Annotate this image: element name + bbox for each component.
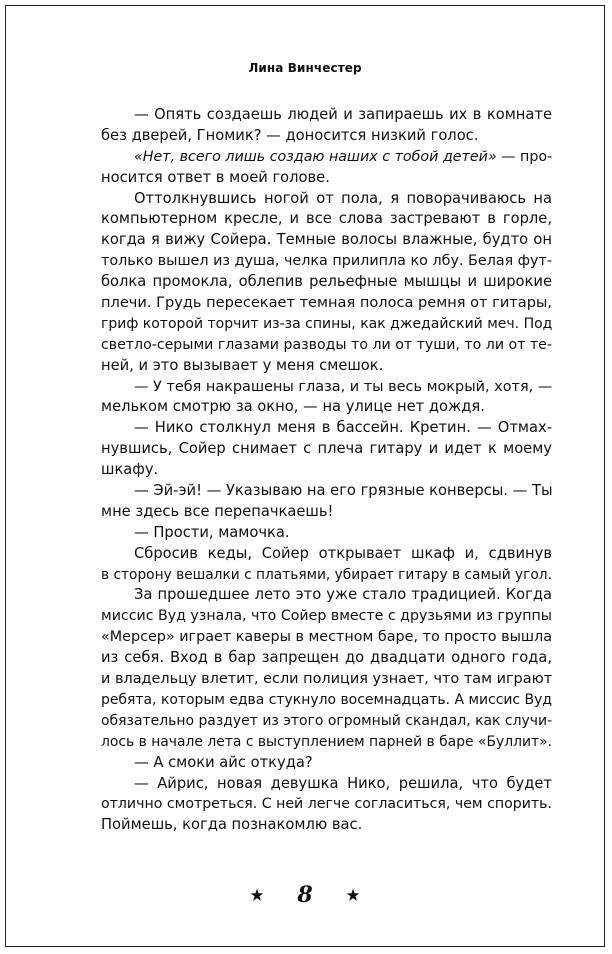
text-line: обязательно раздует из этого огромный скандал, как случи- <box>101 712 553 729</box>
text-line: Оттолкнувшись ногой от пола, я поворачиваюсь на <box>134 189 552 207</box>
text-line: миссис Вуд узнала, что Сойер вместе с друзьями из группы <box>101 608 552 625</box>
text-line: в сторону вешалки с платьями, убирает гитару в самый угол. <box>101 566 552 583</box>
italic-thought: «Нет, всего лишь создаю наших с тобой детей» <box>134 148 497 165</box>
text-line: болка промокла, облепив рельефные мышцы и широкие <box>101 273 552 291</box>
text-line: из себя. Вход в бар запрещен до двадцати одного года, <box>101 649 552 667</box>
text-line: шкафу. <box>101 461 159 479</box>
text-line: компьютерном кресле, и все слова застревают в горле, <box>101 210 552 228</box>
text-line: — Прости, мамочка. <box>134 523 290 541</box>
text-line: только вышел из душа, челка прилипла ко лбу. Белая фут- <box>101 253 553 270</box>
text-line: плечи. Грудь пересекает темная полоса ремня от гитары, <box>101 294 553 312</box>
text-line: когда я вижу Сойера. Темные волосы влажные, будто он <box>101 231 552 249</box>
text-line: лось в начале лета с выступлением парней в баре «Буллит». <box>101 733 553 750</box>
text-line: ребята, которым едва стукнуло восемнадцать. А миссис Вуд <box>101 691 552 708</box>
star-right-icon <box>346 888 360 902</box>
text-line: — А смоки айс откуда? <box>134 753 313 771</box>
text-line: — Эй-эй! — Указываю на его грязные конверсы. — Ты <box>134 482 553 500</box>
body-text <box>101 105 552 836</box>
text-line: — Опять создаешь людей и запираешь их в комнате <box>134 106 552 123</box>
text-line: — Айрис, новая девушка Нико, решила, что будет <box>134 774 552 792</box>
text-line: мельком смотрю за окно, — на улице нет дождя. <box>101 398 485 416</box>
text-line: без дверей, Гномик? — доносится низкий голос. <box>101 126 479 144</box>
text-line: «Нет, всего лишь создаю наших с тобой детей» — про- <box>134 148 553 165</box>
text-line: светло-серыми глазами разводы то ли от туши, то ли от те- <box>101 336 552 353</box>
text-line: Поймешь, когда познакомлю вас. <box>101 816 363 834</box>
text-line: носится ответ в моей голове. <box>101 168 330 186</box>
text-line: — У тебя накрашены глаза, и ты весь мокрый, хотя, — <box>134 378 553 395</box>
text-line: ней, и это вызывает у меня смешок. <box>101 356 384 374</box>
text-line: За прошедшее лето это уже стало традицией. Когда <box>134 586 552 604</box>
star-left-icon <box>250 888 264 902</box>
text-line: — Нико столкнул меня в бассейн. Кретин. — Отмах- <box>134 419 552 437</box>
book-page <box>5 5 605 947</box>
running-header-author: Лина Винчестер <box>248 61 362 75</box>
text-line: «Мерсер» играет каверы в местном баре, то просто вышла <box>101 629 552 646</box>
text-line: и владельцу влетит, если полиция узнает, что там играют <box>101 671 553 688</box>
page-footer <box>6 882 604 912</box>
text-line: отлично смотреться. С ней легче согласиться, чем спорить. <box>101 796 552 813</box>
text-line: Сбросив кеды, Сойер открывает шкаф и, сдвинув <box>134 544 552 562</box>
page-number: 8 <box>297 882 313 908</box>
text-line: гриф которой торчит из-за спины, как джедайский меч. Под <box>101 315 553 332</box>
text-line: нувшись, Сойер снимает с плеча гитару и идет к моему <box>101 440 552 458</box>
text-line: мне здесь все перепачкаешь! <box>101 502 334 520</box>
